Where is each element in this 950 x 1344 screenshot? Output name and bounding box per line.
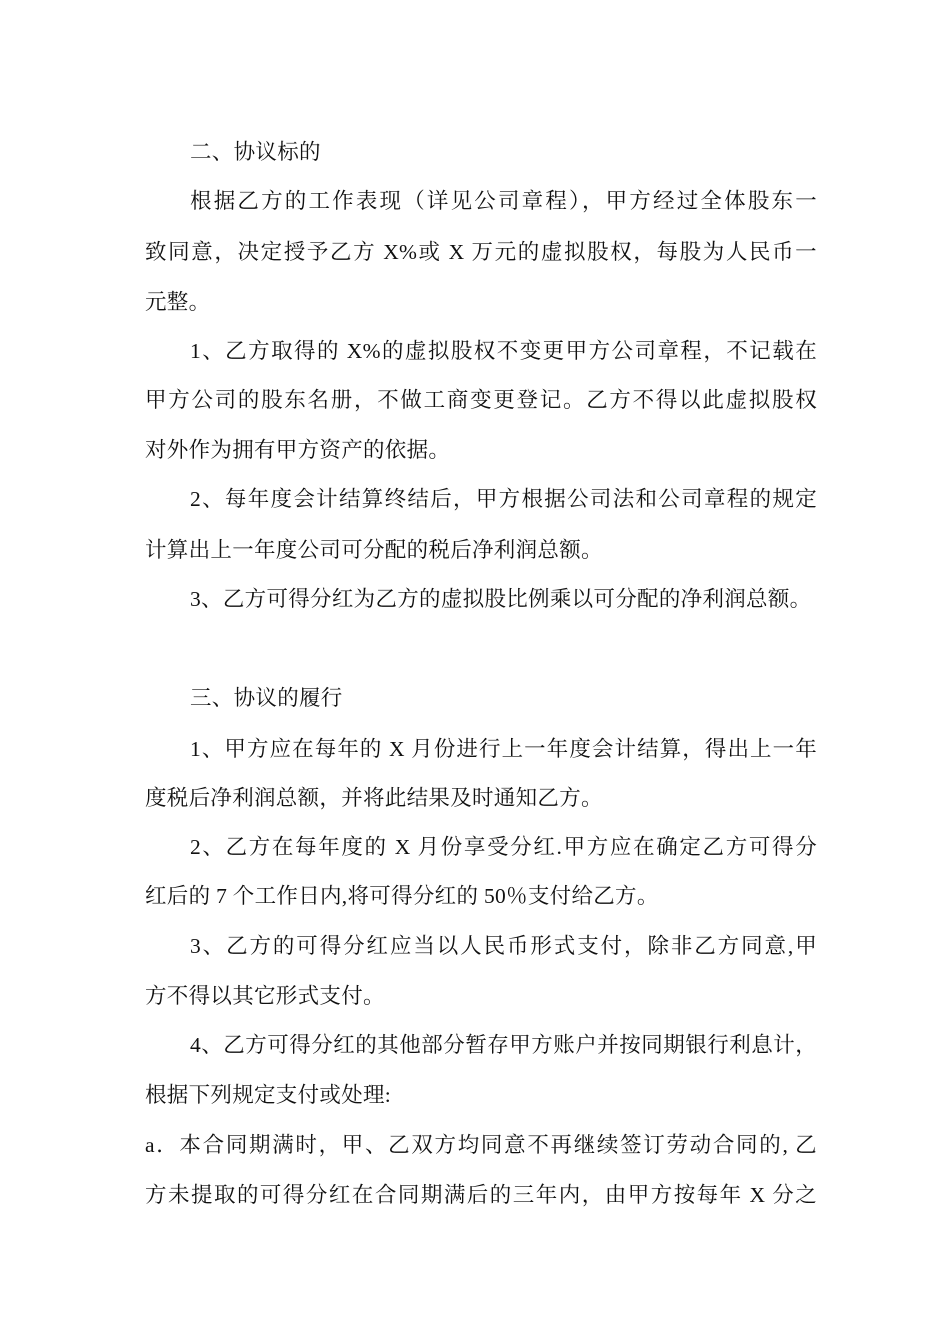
paragraph-line: 根据乙方的工作表现（详见公司章程），甲方经过全体股东一 — [190, 189, 817, 213]
paragraph-line: a．本合同期满时，甲、乙双方均同意不再继续签订劳动合同的, 乙 — [145, 1133, 817, 1157]
paragraph-line: 计算出上一年度公司可分配的税后净利润总额。 — [145, 538, 603, 562]
paragraph-line: 2、乙方在每年度的 X 月份享受分红.甲方应在确定乙方可得分 — [190, 835, 817, 859]
paragraph-line: 致同意，决定授予乙方 X%或 X 万元的虚拟股权，每股为人民币一 — [145, 240, 817, 264]
paragraph-line: 甲方公司的股东名册，不做工商变更登记。乙方不得以此虚拟股权 — [145, 388, 817, 412]
paragraph-line: 1、乙方取得的 X%的虚拟股权不变更甲方公司章程，不记载在 — [190, 339, 817, 363]
paragraph-line: 2、每年度会计结算终结后，甲方根据公司法和公司章程的规定 — [190, 487, 817, 511]
paragraph-line: 4、乙方可得分红的其他部分暂存甲方账户并按同期银行利息计， — [190, 1033, 817, 1057]
paragraph-line: 方未提取的可得分红在合同期满后的三年内，由甲方按每年 X 分之 — [145, 1183, 817, 1207]
paragraph-line: 1、甲方应在每年的 X 月份进行上一年度会计结算，得出上一年 — [190, 737, 817, 761]
paragraph-line: 方不得以其它形式支付。 — [145, 984, 385, 1008]
paragraph-line: 3、乙方可得分红为乙方的虚拟股比例乘以可分配的净利润总额。 — [190, 587, 812, 611]
paragraph-line: 对外作为拥有甲方资产的依据。 — [145, 438, 451, 462]
paragraph-line: 度税后净利润总额，并将此结果及时通知乙方。 — [145, 786, 603, 810]
paragraph-line: 元整。 — [145, 290, 211, 314]
paragraph-line: 红后的 7 个工作日内,将可得分红的 50％支付给乙方。 — [145, 884, 659, 908]
paragraph-line: 3、乙方的可得分红应当以人民币形式支付，除非乙方同意,甲 — [190, 934, 817, 958]
section-heading-2: 二、协议标的 — [190, 140, 321, 164]
paragraph-line: 根据下列规定支付或处理: — [145, 1083, 392, 1107]
section-heading-3: 三、协议的履行 — [190, 686, 343, 710]
